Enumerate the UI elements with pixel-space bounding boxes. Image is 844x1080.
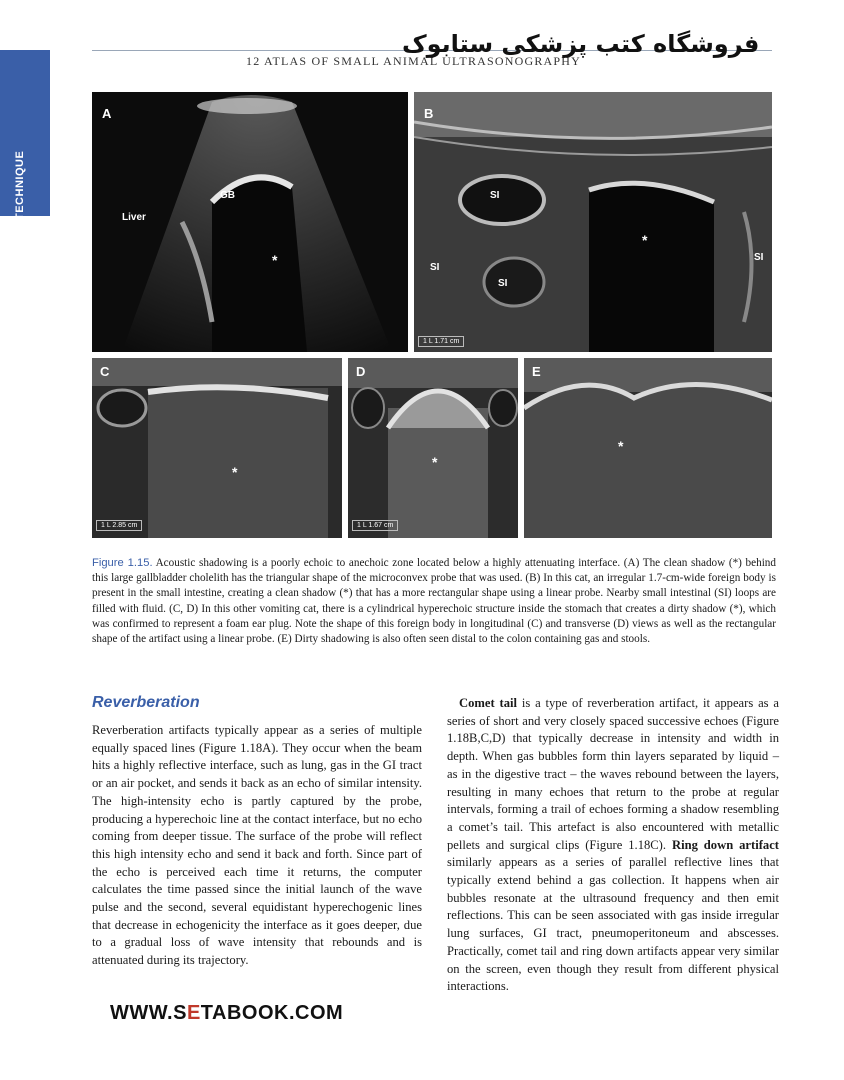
running-head: 12 ATLAS OF SMALL ANIMAL ULTRASONOGRAPHY [246, 54, 582, 68]
panel-b-star: * [642, 232, 648, 248]
ring-down-text: similarly appears as a series of parallel reflective lines that typically extend behind a gas collection. It happens when air bubbles resonate at the ultrasound frequency and then emit reflections. This can be seen associated with gas inside irregular lung surfaces, GI tract, pneumoperitoneum and abscesses. Practically, comet tail and ring down artifacts appear very similar on the screen, even though they result from different physical interactions. [447, 855, 779, 994]
section-side-tab [0, 50, 50, 220]
panel-a-star: * [272, 252, 278, 268]
panel-c [92, 358, 342, 538]
panel-a-gb-label: GB [220, 190, 235, 201]
panel-c-star: * [232, 464, 238, 480]
bottom-watermark [110, 1002, 343, 1025]
right-column [447, 695, 779, 996]
figure-caption-text: Acoustic shadowing is a poorly echoic to anechoic zone located below a highly attenuating interface. (A) The clean shadow (*) behind this large gallbladder cholelith has the triangular shape of the microconvex probe that was used. (B) In this cat, an irregular 1.7-cm-wide foreign body is present in the small intestine, creating a clean shadow (*) that has a more rectangular shape using a linear probe. Nearby small intestinal (SI) loops are filled with fluid. (C, D) In this other vomiting cat, there is a cylindrical hyperechoic structure inside the stomach that creates a dirty shadow (*), which was confirmed to represent a foam ear plug. Note the shape of this foreign body in longitudinal (C) and transverse (D) views as well as the rectangular shape of the artifact using a linear probe. (E) Dirty shadowing is also often seen distal to the colon containing gas and stools. [92, 557, 776, 646]
panel-a [92, 92, 408, 352]
term-ring-down: Ring down artifact [671, 837, 779, 852]
left-column-paragraph: Reverberation artifacts typically appear as a series of multiple equally spaced lines (Figure 1.18A). They occur when the beam hits a highly reflective interface, such as lung, gas in the GI tract or an air pocket, and sends it back as an echo of similar intensity. The high-intensity echo is partly captured by the probe, producing a hyperechoic line at the contact interface, but no echo coming from deeper tissue. The surface of the probe will reflect this high intensity echo and send it back and forth. Since part of the echo is perceived each time it returns, the computer calculates the time passed since the initial launch of the wave pulse and the second, several equidistant hyperechogenic lines that decrease in echogenicity the interface as it goes deeper, due to a gradual loss of wave intensity that rebounds and is attenuated during its trajectory. [92, 723, 422, 968]
bottom-watermark-suffix: TABOOK.COM [200, 1002, 344, 1024]
comet-tail-text: is a type of reverberation artifact, it appears as a series of short and very closely spaced successive echoes (Figure 1.18B,C,D) that typically decrease in intensity and width in depth. When gas bubbles form thin layers separated by liquid – as in the digestive tract – the waves rebound between the layers, resulting in many echoes that return to the probe at regular intervals, forming a trail of echoes forming a shadow resembling a comet’s tail. This artefact is also encountered with metallic pellets and surgical clips (Figure 1.18C). [447, 696, 779, 852]
panel-e-star: * [618, 438, 624, 454]
panel-d-label: D [356, 364, 366, 379]
panel-c-label: C [100, 364, 110, 379]
panel-e-label: E [532, 364, 541, 379]
bottom-watermark-prefix: WWW.S [110, 1002, 187, 1024]
panel-b-si-3: SI [498, 278, 508, 289]
panel-d-scale: 1 L 1.67 cm [352, 520, 398, 531]
section-heading-reverberation: Reverberation [92, 694, 200, 711]
figure-caption [92, 556, 776, 647]
panel-d [348, 358, 518, 538]
panel-b-si-2: SI [430, 262, 440, 273]
figure-1-15 [92, 92, 772, 540]
panel-b-si-1: SI [490, 190, 500, 201]
panel-c-image [92, 358, 342, 538]
panel-b-label: B [424, 106, 434, 121]
panel-b-si-4: SI [754, 252, 764, 263]
bottom-watermark-accent: E [186, 1002, 201, 1024]
right-column-paragraph [447, 695, 779, 996]
panel-c-scale: 1 L 2.85 cm [96, 520, 142, 531]
term-comet-tail: Comet tail [459, 696, 517, 710]
panel-b [414, 92, 772, 352]
panel-b-image [414, 92, 772, 352]
side-tab-label: TECHNIQUE [14, 150, 26, 220]
watermark-top: فروشگاه کتب پزشکی ستابوک [402, 30, 760, 58]
panel-a-liver-label: Liver [122, 212, 146, 223]
panel-e-image [524, 358, 772, 538]
panel-d-image [348, 358, 518, 538]
panel-a-label: A [102, 106, 112, 121]
panel-d-star: * [432, 454, 438, 470]
figure-caption-label: Figure 1.15. [92, 557, 153, 569]
left-column [92, 722, 422, 970]
panel-b-scale: 1 L 1.71 cm [418, 336, 464, 347]
panel-e [524, 358, 772, 538]
